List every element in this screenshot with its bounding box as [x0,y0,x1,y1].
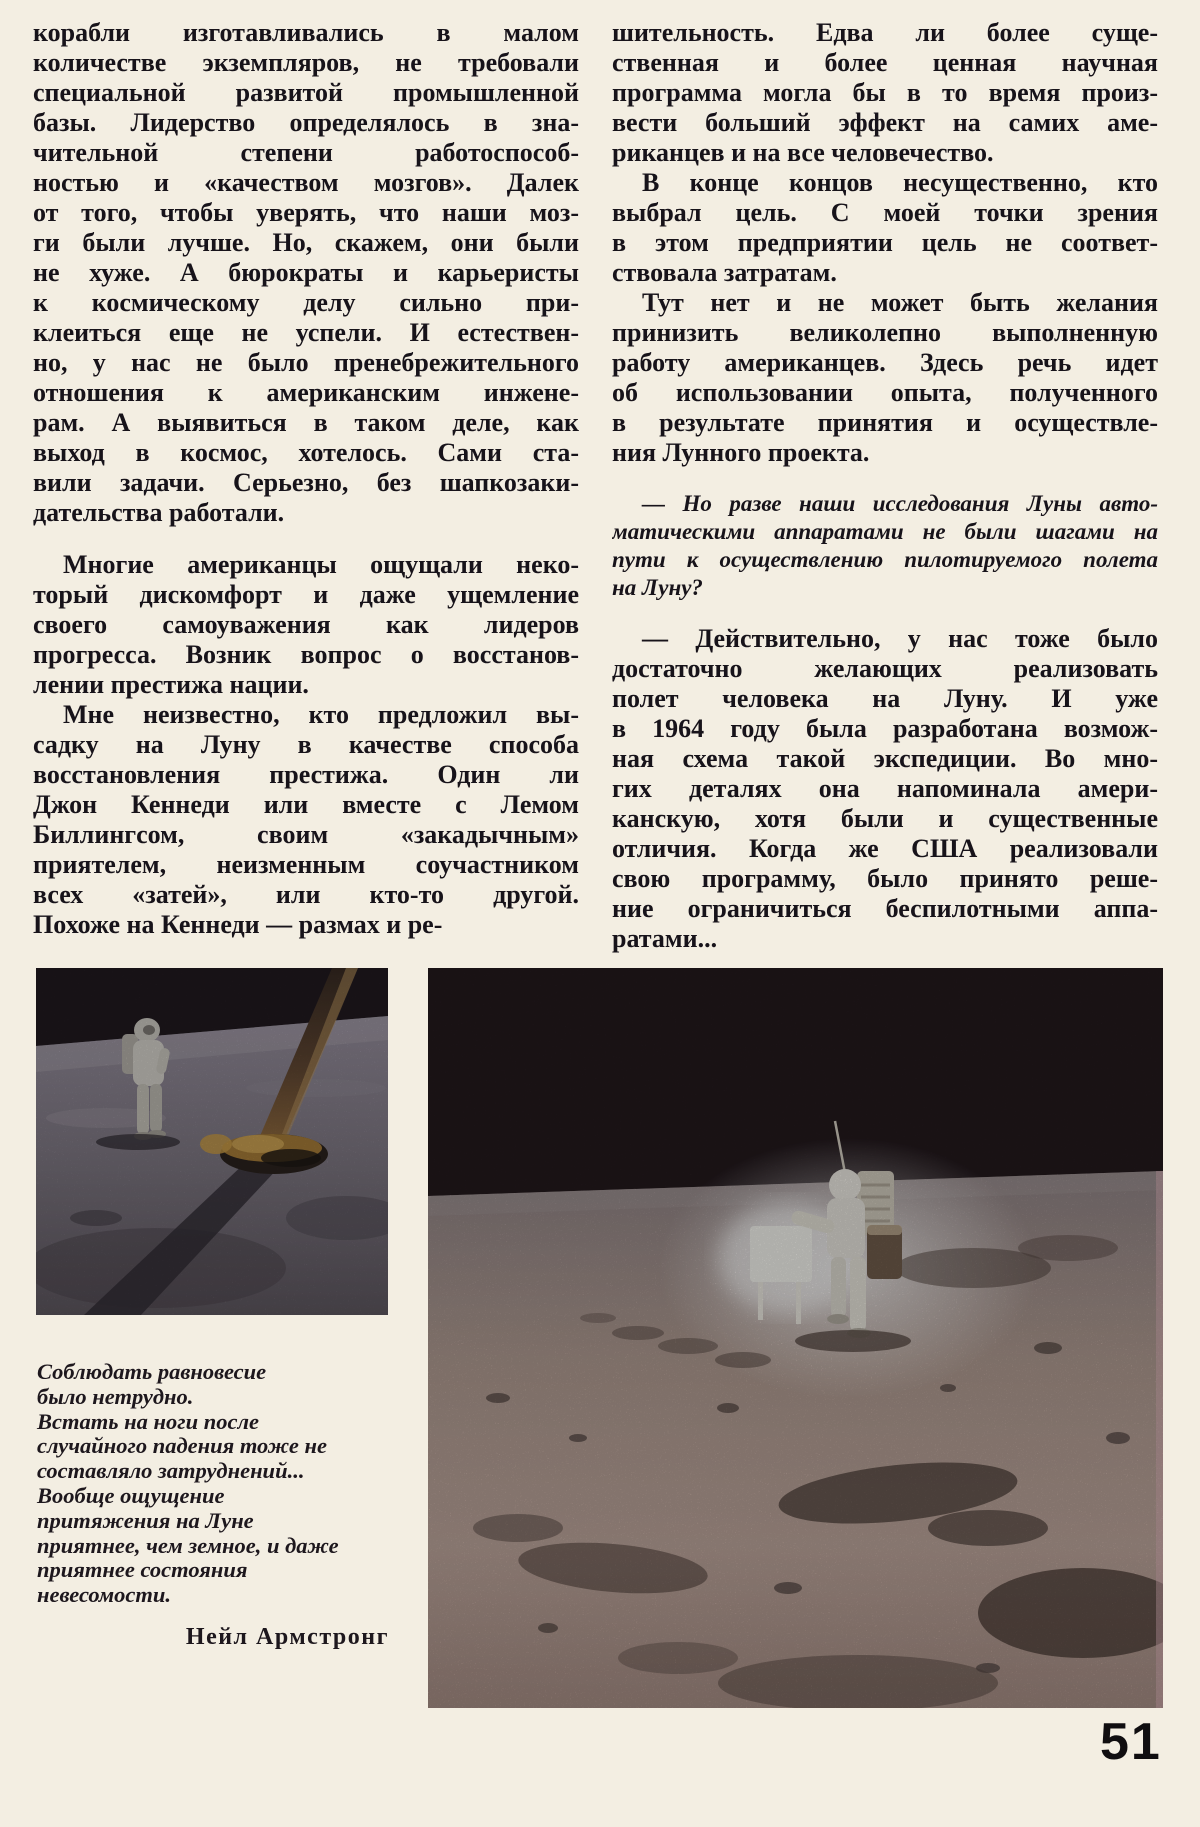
caption-line: невесомости. [37,1582,172,1608]
text-line: торый дискомфорт и даже ущемление [33,580,579,609]
text-line: но, у нас не было пренебрежительного [33,348,579,377]
text-line: приятелем, неизменным соучастником [33,850,579,879]
text-line: отношения к американским инжене- [33,378,579,407]
caption-line: приятнее состояния [37,1557,248,1583]
text-line: в 1964 году была разработана возмож- [612,714,1158,743]
text-line: рам. А выявиться в таком деле, как [33,408,579,437]
text-line: вили задачи. Серьезно, без шапкозаки- [33,468,579,497]
caption-attribution: Нейл Армстронг [185,1623,389,1650]
caption-line: Соблюдать равновесие [37,1359,267,1384]
text-line: полет человека на Луну. И уже [612,684,1158,713]
text-line: Биллингсом, своим «закадычным» [33,820,579,849]
text-line: клеиться еще не успели. И естествен- [33,318,579,347]
text-line: восстановления престижа. Один ли [33,760,579,789]
text-line: в результате принятия и осуществле- [612,408,1158,437]
text-line: ратами... [612,924,718,953]
text-line: работу американцев. Здесь речь идет [612,348,1158,377]
text-line: выбрал цель. С моей точки зрения [612,198,1158,227]
text-line: корабли изготавливались в малом [33,18,579,47]
text-line: Тут нет и не может быть желания [642,288,1158,317]
text-line: ственная и более ценная научная [612,48,1158,77]
caption-line: притяжения на Луне [37,1507,254,1533]
text-line: ствовала затратам. [612,258,837,287]
text-line: садку на Луну в качестве способа [33,730,579,759]
caption-line: случайного падения тоже не [37,1433,327,1459]
text-line: количестве экземпляров, не требовали [33,48,579,77]
text-line: Джон Кеннеди или вместе с Лемом [33,790,579,819]
text-line: чительной степени работоспособ- [33,138,579,167]
paragraph [33,700,579,940]
page-number: 51 [1100,1713,1162,1771]
text-line: не хуже. А бюрократы и карьеристы [33,258,579,287]
text-line: гих деталях она напоминала амери- [612,774,1158,803]
caption-line: составляло затруднений... [37,1458,305,1484]
text-line: ние ограничиться беспилотными аппа- [612,894,1158,923]
photo-caption [37,1360,403,1651]
lunar-photo-small [36,968,388,1315]
text-line: ния Лунного проекта. [612,438,870,467]
text-line: Многие американцы ощущали неко- [63,550,579,579]
text-line: матическими аппаратами не были шагами на [612,519,1158,544]
text-line: всех «затей», или кто-то другой. [33,880,579,909]
text-line: специальной развитой промышленной [33,78,579,107]
text-line: ностью и «качеством мозгов». Далек [33,168,579,197]
text-line: канскую, хотя были и существенные [612,804,1158,833]
text-line: пути к осуществлению пилотируемого полета [612,547,1158,572]
photo-lunar-module-leg [36,968,388,1315]
text-line: Похоже на Кеннеди — размах и ре- [33,910,443,939]
caption-line: Встать на ноги после [37,1408,259,1434]
text-line: отличия. Когда же США реализовали [612,834,1158,863]
text-line: программа могла бы в то время произ- [612,78,1158,107]
text-line: свою программу, было принято реше- [612,864,1158,893]
caption-line: приятнее, чем земное, и даже [37,1532,339,1558]
left-text-column [33,18,579,940]
text-line: В конце концов несущественно, кто [642,168,1158,197]
text-line: принизить великолепно выполненную [612,318,1158,347]
text-line: достаточно желающих реализовать [612,654,1158,683]
paragraph [612,624,1158,954]
text-line: базы. Лидерство определялось в зна- [33,108,579,137]
text-line: — Действительно, у нас тоже было [642,624,1158,653]
text-line: вести больший эффект на самих аме- [612,108,1158,137]
photo-astronaut-walking [428,968,1163,1708]
caption-lines [37,1360,403,1608]
paragraph [33,550,579,700]
text-line: ная схема такой экспедиции. Во мно- [612,744,1158,773]
text-line: риканцев и на все человечество. [612,138,994,167]
text-line: ги были лучше. Но, скажем, они были [33,228,579,257]
text-line: дательства работали. [33,498,285,527]
paragraph [612,168,1158,288]
text-line: Мне неизвестно, кто предложил вы- [63,700,579,729]
text-line: — Но разве наши исследования Луны авто- [642,491,1158,516]
right-text-column [612,18,1158,954]
text-line: на Луну? [612,575,703,600]
caption-line: Вообще ощущение [37,1482,225,1508]
text-line: к космическому делу сильно при- [33,288,579,317]
paragraph [612,490,1158,602]
paragraph [612,288,1158,468]
text-line: прогресса. Возник вопрос о восстанов- [33,640,579,669]
text-line: об использовании опыта, полученного [612,378,1158,407]
text-line: лении престижа нации. [33,670,309,699]
text-line: выход в космос, хотелось. Сами ста- [33,438,579,467]
text-line: в этом предприятии цель не соответ- [612,228,1158,257]
paragraph [612,18,1158,168]
text-line: шительность. Едва ли более суще- [612,18,1158,47]
paragraph [33,18,579,528]
caption-line: было нетрудно. [37,1383,194,1409]
text-line: своего самоуважения как лидеров [33,610,579,639]
lunar-photo-large [428,968,1163,1708]
text-line: от того, чтобы уверять, что наши моз- [33,198,579,227]
